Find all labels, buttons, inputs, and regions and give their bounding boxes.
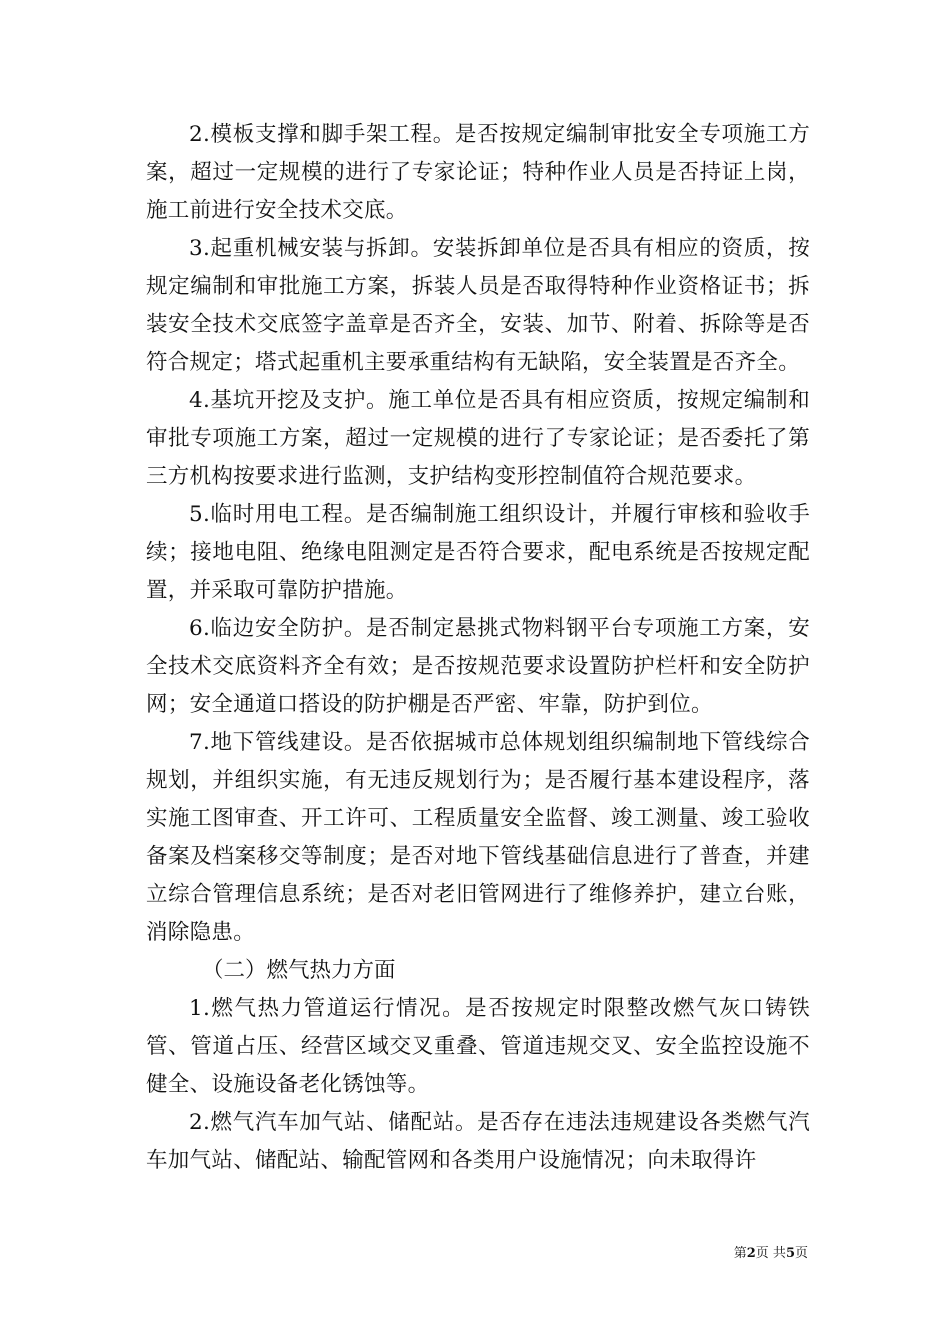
paragraph-edge-protection: 6.临边安全防护。是否制定悬挑式物料钢平台专项施工方案，安全技术交底资料齐全有效；是否按规范要求设置防护栏杆和安全防护网；安全通道口搭设的防护棚是否严密、牢靠，防护到位。	[146, 616, 810, 717]
footer-suffix: 页	[794, 1246, 808, 1261]
paragraph-gas-pipeline-operation: 1.燃气热力管道运行情况。是否按规定时限整改燃气灰口铸铁管、管道占压、经营区域交叉重叠、管道违规交叉、安全监控设施不健全、设施设备老化锈蚀等。	[146, 996, 810, 1097]
paragraph-formwork-scaffold: 2.模板支撑和脚手架工程。是否按规定编制审批安全专项施工方案，超过一定规模的进行了专家论证；特种作业人员是否持证上岗，施工前进行安全技术交底。	[146, 122, 810, 223]
paragraph-underground-pipeline: 7.地下管线建设。是否依据城市总体规划组织编制地下管线综合规划，并组织实施，有无违反规划行为；是否履行基本建设程序，落实施工图审查、开工许可、工程质量安全监督、竣工测量、竣工验收备案及档案移交等制度；是否对地下管线基础信息进行了普查，并建立综合管理信息系统；是否对老旧管网进行了维修养护，建立台账，消除隐患。	[146, 730, 810, 945]
section-heading-gas-heat: （二）燃气热力方面	[202, 958, 396, 983]
footer-total-pages: 5	[785, 1246, 795, 1261]
paragraph-foundation-pit: 4.基坑开挖及支护。施工单位是否具有相应资质，按规定编制和审批专项施工方案，超过一定规模的进行了专家论证；是否委托了第三方机构按要求进行监测，支护结构变形控制值符合规范要求。	[146, 388, 810, 489]
page-number-footer	[0, 1246, 808, 1262]
footer-prefix: 第	[733, 1246, 747, 1261]
paragraph-gas-station: 2.燃气汽车加气站、储配站。是否存在违法违规建设各类燃气汽车加气站、储配站、输配管网和各类用户设施情况；向未取得许	[146, 1110, 810, 1173]
footer-middle: 页 共	[755, 1246, 786, 1261]
footer-current-page: 2	[746, 1246, 756, 1261]
paragraph-crane-install: 3.起重机械安装与拆卸。安装拆卸单位是否具有相应的资质，按规定编制和审批施工方案，拆装人员是否取得特种作业资格证书；拆装安全技术交底签字盖章是否齐全，安装、加节、附着、拆除等是否符合规定；塔式起重机主要承重结构有无缺陷，安全装置是否齐全。	[146, 236, 810, 375]
paragraph-temporary-power: 5.临时用电工程。是否编制施工组织设计，并履行审核和验收手续；接地电阻、绝缘电阻测定是否符合要求，配电系统是否按规定配置，并采取可靠防护措施。	[146, 502, 810, 603]
document-body	[146, 116, 810, 1180]
